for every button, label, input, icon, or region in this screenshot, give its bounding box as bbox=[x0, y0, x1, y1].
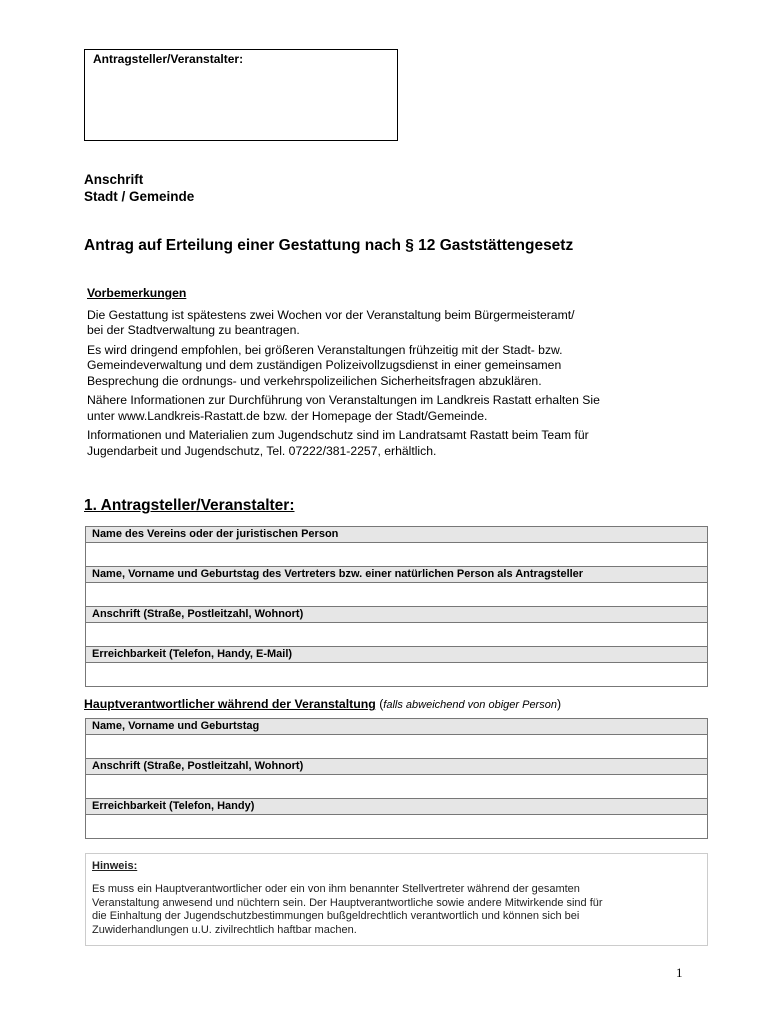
address-line-anschrift: Anschrift bbox=[84, 172, 144, 187]
field-label-address: Anschrift (Straße, Postleitzahl, Wohnort) bbox=[86, 607, 707, 623]
text-line: Besprechung die ordnungs- und verkehrspolizeilichen Sicherheitsfragen abzuklären. bbox=[87, 373, 542, 388]
responsible-heading-main: Hauptverantwortlicher während der Veranstaltung bbox=[84, 697, 376, 711]
text-line: Informationen und Materialien zum Jugendschutz sind im Landratsamt Rastatt beim Team für bbox=[87, 428, 589, 442]
field-input-representative[interactable] bbox=[86, 583, 707, 607]
field-input-responsible-contact[interactable] bbox=[86, 815, 707, 839]
field-input-responsible-name[interactable] bbox=[86, 735, 707, 759]
text-line: Gemeindeverwaltung und dem zuständigen Polizeivollzugsdienst in einer gemeinsamen bbox=[87, 358, 562, 372]
responsible-form-table bbox=[85, 718, 708, 839]
field-label-responsible-contact: Erreichbarkeit (Telefon, Handy) bbox=[86, 799, 707, 815]
text-line: die Einhaltung der Jugendschutzbestimmungen bußgeldrechtlich verantwortlich und können sich bei bbox=[92, 910, 580, 923]
address-line-city: Stadt / Gemeinde bbox=[84, 189, 195, 204]
preliminary-paragraph bbox=[87, 428, 707, 459]
field-label-contact: Erreichbarkeit (Telefon, Handy, E-Mail) bbox=[86, 647, 707, 663]
text-line: bei der Stadtverwaltung zu beantragen. bbox=[87, 323, 300, 337]
field-label-responsible-name: Name, Vorname und Geburtstag bbox=[86, 719, 707, 735]
page-title: Antrag auf Erteilung einer Gestattung nach § 12 Gaststättengesetz bbox=[84, 237, 574, 254]
text-line: Es wird dringend empfohlen, bei größeren Veranstaltungen frühzeitig mit der Stadt- bzw. bbox=[87, 342, 563, 357]
text-line: Zuwiderhandlungen u.U. zivilrechtlich haftbar machen. bbox=[92, 924, 357, 937]
applicant-box[interactable] bbox=[84, 49, 398, 141]
applicant-form-table bbox=[85, 526, 708, 687]
preliminary-heading: Vorbemerkungen bbox=[87, 286, 187, 300]
applicant-box-label: Antragsteller/Veranstalter: bbox=[93, 52, 244, 66]
preliminary-paragraph bbox=[87, 393, 707, 424]
hint-title: Hinweis: bbox=[92, 860, 138, 872]
page-number: 1 bbox=[676, 965, 683, 980]
text-line: Jugendarbeit und Jugendschutz, Tel. 07222/381-2257, erhältlich. bbox=[87, 443, 437, 458]
text-line: Die Gestattung ist spätestens zwei Wochen vor der Veranstaltung beim Bürgermeisteramt/ bbox=[87, 307, 575, 322]
responsible-note-open: ( bbox=[375, 697, 384, 711]
text-line: Veranstaltung anwesend und nüchtern sein. Der Hauptverantwortliche sowie andere Mitwirkende sind für bbox=[92, 896, 603, 909]
field-input-contact[interactable] bbox=[86, 663, 707, 687]
text-line: Nähere Informationen zur Durchführung von Veranstaltungen im Landkreis Rastatt erhalten Sie bbox=[87, 393, 600, 407]
section-1-title: 1. Antragsteller/Veranstalter: bbox=[84, 497, 295, 514]
address-block bbox=[84, 171, 194, 205]
field-input-organization[interactable] bbox=[86, 543, 707, 567]
field-label-responsible-address: Anschrift (Straße, Postleitzahl, Wohnort) bbox=[86, 759, 707, 775]
hint-box bbox=[85, 853, 708, 946]
responsible-heading bbox=[84, 697, 561, 711]
preliminary-remarks bbox=[87, 286, 707, 463]
text-line: Es muss ein Hauptverantwortlicher oder ein von ihm benannter Stellvertreter während der gesamten bbox=[92, 882, 580, 895]
responsible-note-close: ) bbox=[556, 697, 562, 711]
field-label-organization: Name des Vereins oder der juristischen Person bbox=[86, 527, 707, 543]
responsible-note: falls abweichend von obiger Person bbox=[383, 699, 557, 711]
field-input-responsible-address[interactable] bbox=[86, 775, 707, 799]
field-input-address[interactable] bbox=[86, 623, 707, 647]
preliminary-paragraph bbox=[87, 308, 707, 339]
field-label-representative: Name, Vorname und Geburtstag des Vertreters bzw. einer natürlichen Person als Antragsteller bbox=[86, 567, 707, 583]
preliminary-paragraph bbox=[87, 343, 707, 390]
hint-text bbox=[92, 883, 701, 938]
text-line: unter www.Landkreis-Rastatt.de bzw. der Homepage der Stadt/Gemeinde. bbox=[87, 408, 488, 423]
